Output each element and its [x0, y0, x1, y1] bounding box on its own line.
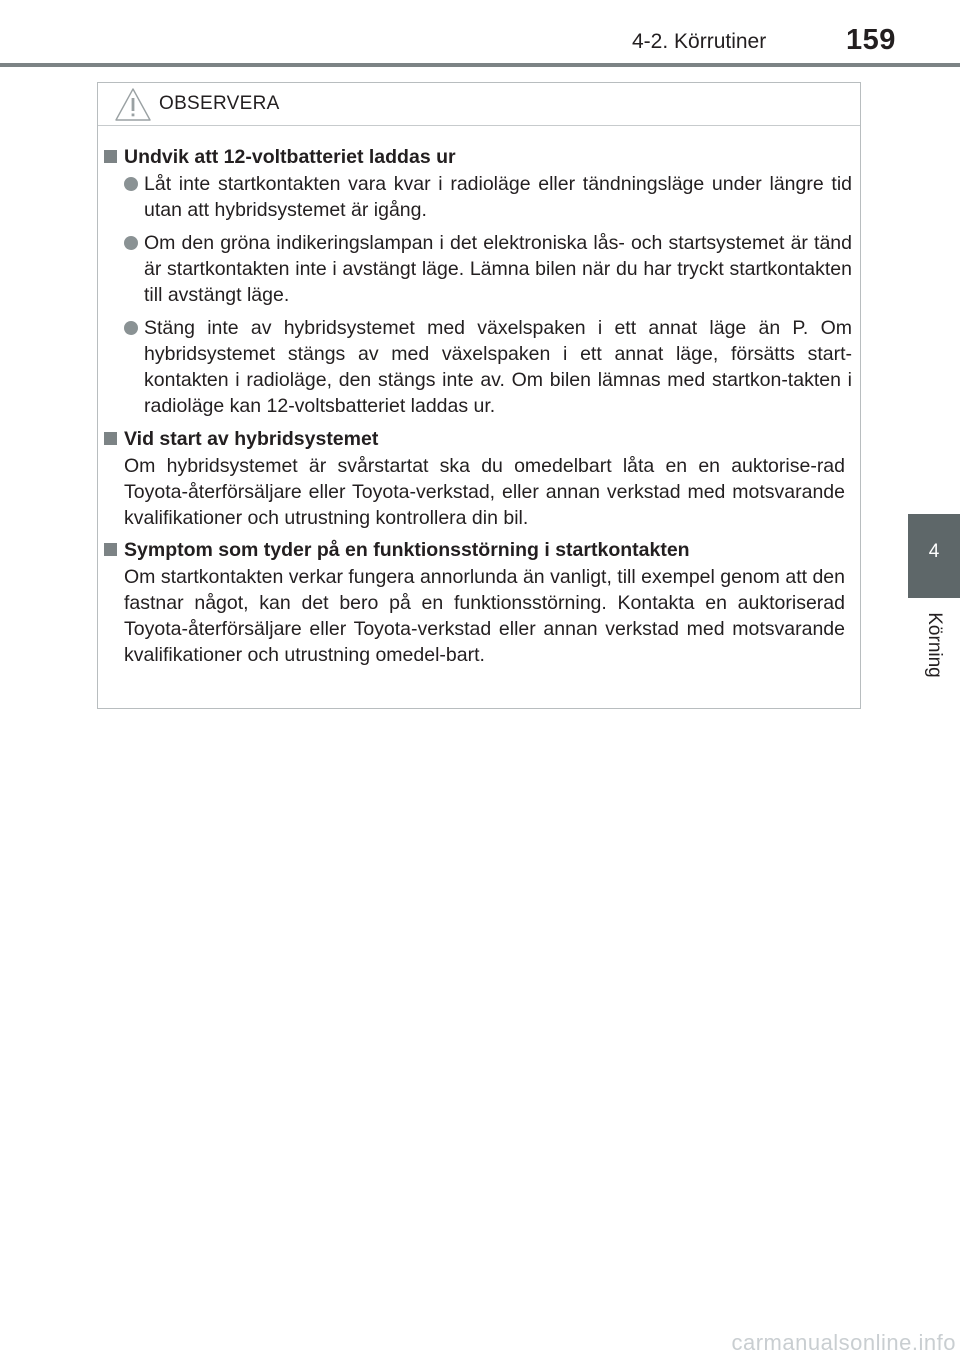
square-bullet-icon: [104, 150, 117, 163]
section-heading-symptom: Symptom som tyder på en funktionsstörning i startkontakten: [98, 537, 860, 563]
section-title: 4-2. Körrutiner: [632, 30, 767, 53]
section-heading-start: Vid start av hybridsystemet: [98, 426, 860, 452]
square-bullet-icon: [104, 432, 117, 445]
paragraph: Om hybridsystemet är svårstartat ska du omedelbart låta en en auktorise-rad Toyota-återförsäljare eller Toyota-verkstad, eller annan verkstad med motsvarande kvalifikationer och utrustning kontrollera din bil.: [124, 455, 845, 529]
notice-box: [97, 82, 861, 709]
chapter-tab[interactable]: [908, 514, 960, 598]
chapter-tab-number: 4: [928, 541, 940, 562]
chapter-tab-label: Körning: [924, 612, 945, 678]
round-bullet-icon: [124, 236, 138, 250]
paragraph: Om startkontakten verkar fungera annorlunda än vanligt, till exempel genom att den fastnar något, kan det bero på en funktionsstörning. Kontakta en auktoriserad Toyota-återförsäljare eller Toyota-verkstad eller annan verkstad med motsvarande kvalifikationer och utrustning omedel-bart.: [124, 566, 845, 666]
round-bullet-icon: [124, 177, 138, 191]
watermark: carmanualsonline.info: [731, 1330, 956, 1355]
list-item: Låt inte startkontakten vara kvar i radioläge eller tändningsläge under längre tid utan att hybridsystemet är igång.: [98, 171, 860, 223]
notice-title: OBSERVERA: [159, 93, 280, 114]
section-heading-battery: Undvik att 12-voltbatteriet laddas ur: [98, 144, 860, 170]
header-rule: [0, 63, 960, 67]
notice-header: [98, 83, 860, 126]
page-number: 159: [846, 24, 896, 56]
warning-triangle-icon: [114, 87, 152, 123]
notice-content: [98, 144, 860, 674]
round-bullet-icon: [124, 321, 138, 335]
list-item: Om den gröna indikeringslampan i det elektroniska lås- och startsystemet är tänd är startkontakten inte i avstängt läge. Lämna bilen när du har tryckt startkontakten till avstängt läge.: [98, 230, 860, 308]
square-bullet-icon: [104, 543, 117, 556]
list-item: Stäng inte av hybridsystemet med växelspaken i ett annat läge än P. Om hybridsystemet stängs av med växelspaken i ett annat läge, försätts start-kontakten i radioläge, den stängs inte av. Om bilen lämnas med startkon-takten i radioläge kan 12-voltsbatteriet laddas ur.: [98, 315, 860, 419]
